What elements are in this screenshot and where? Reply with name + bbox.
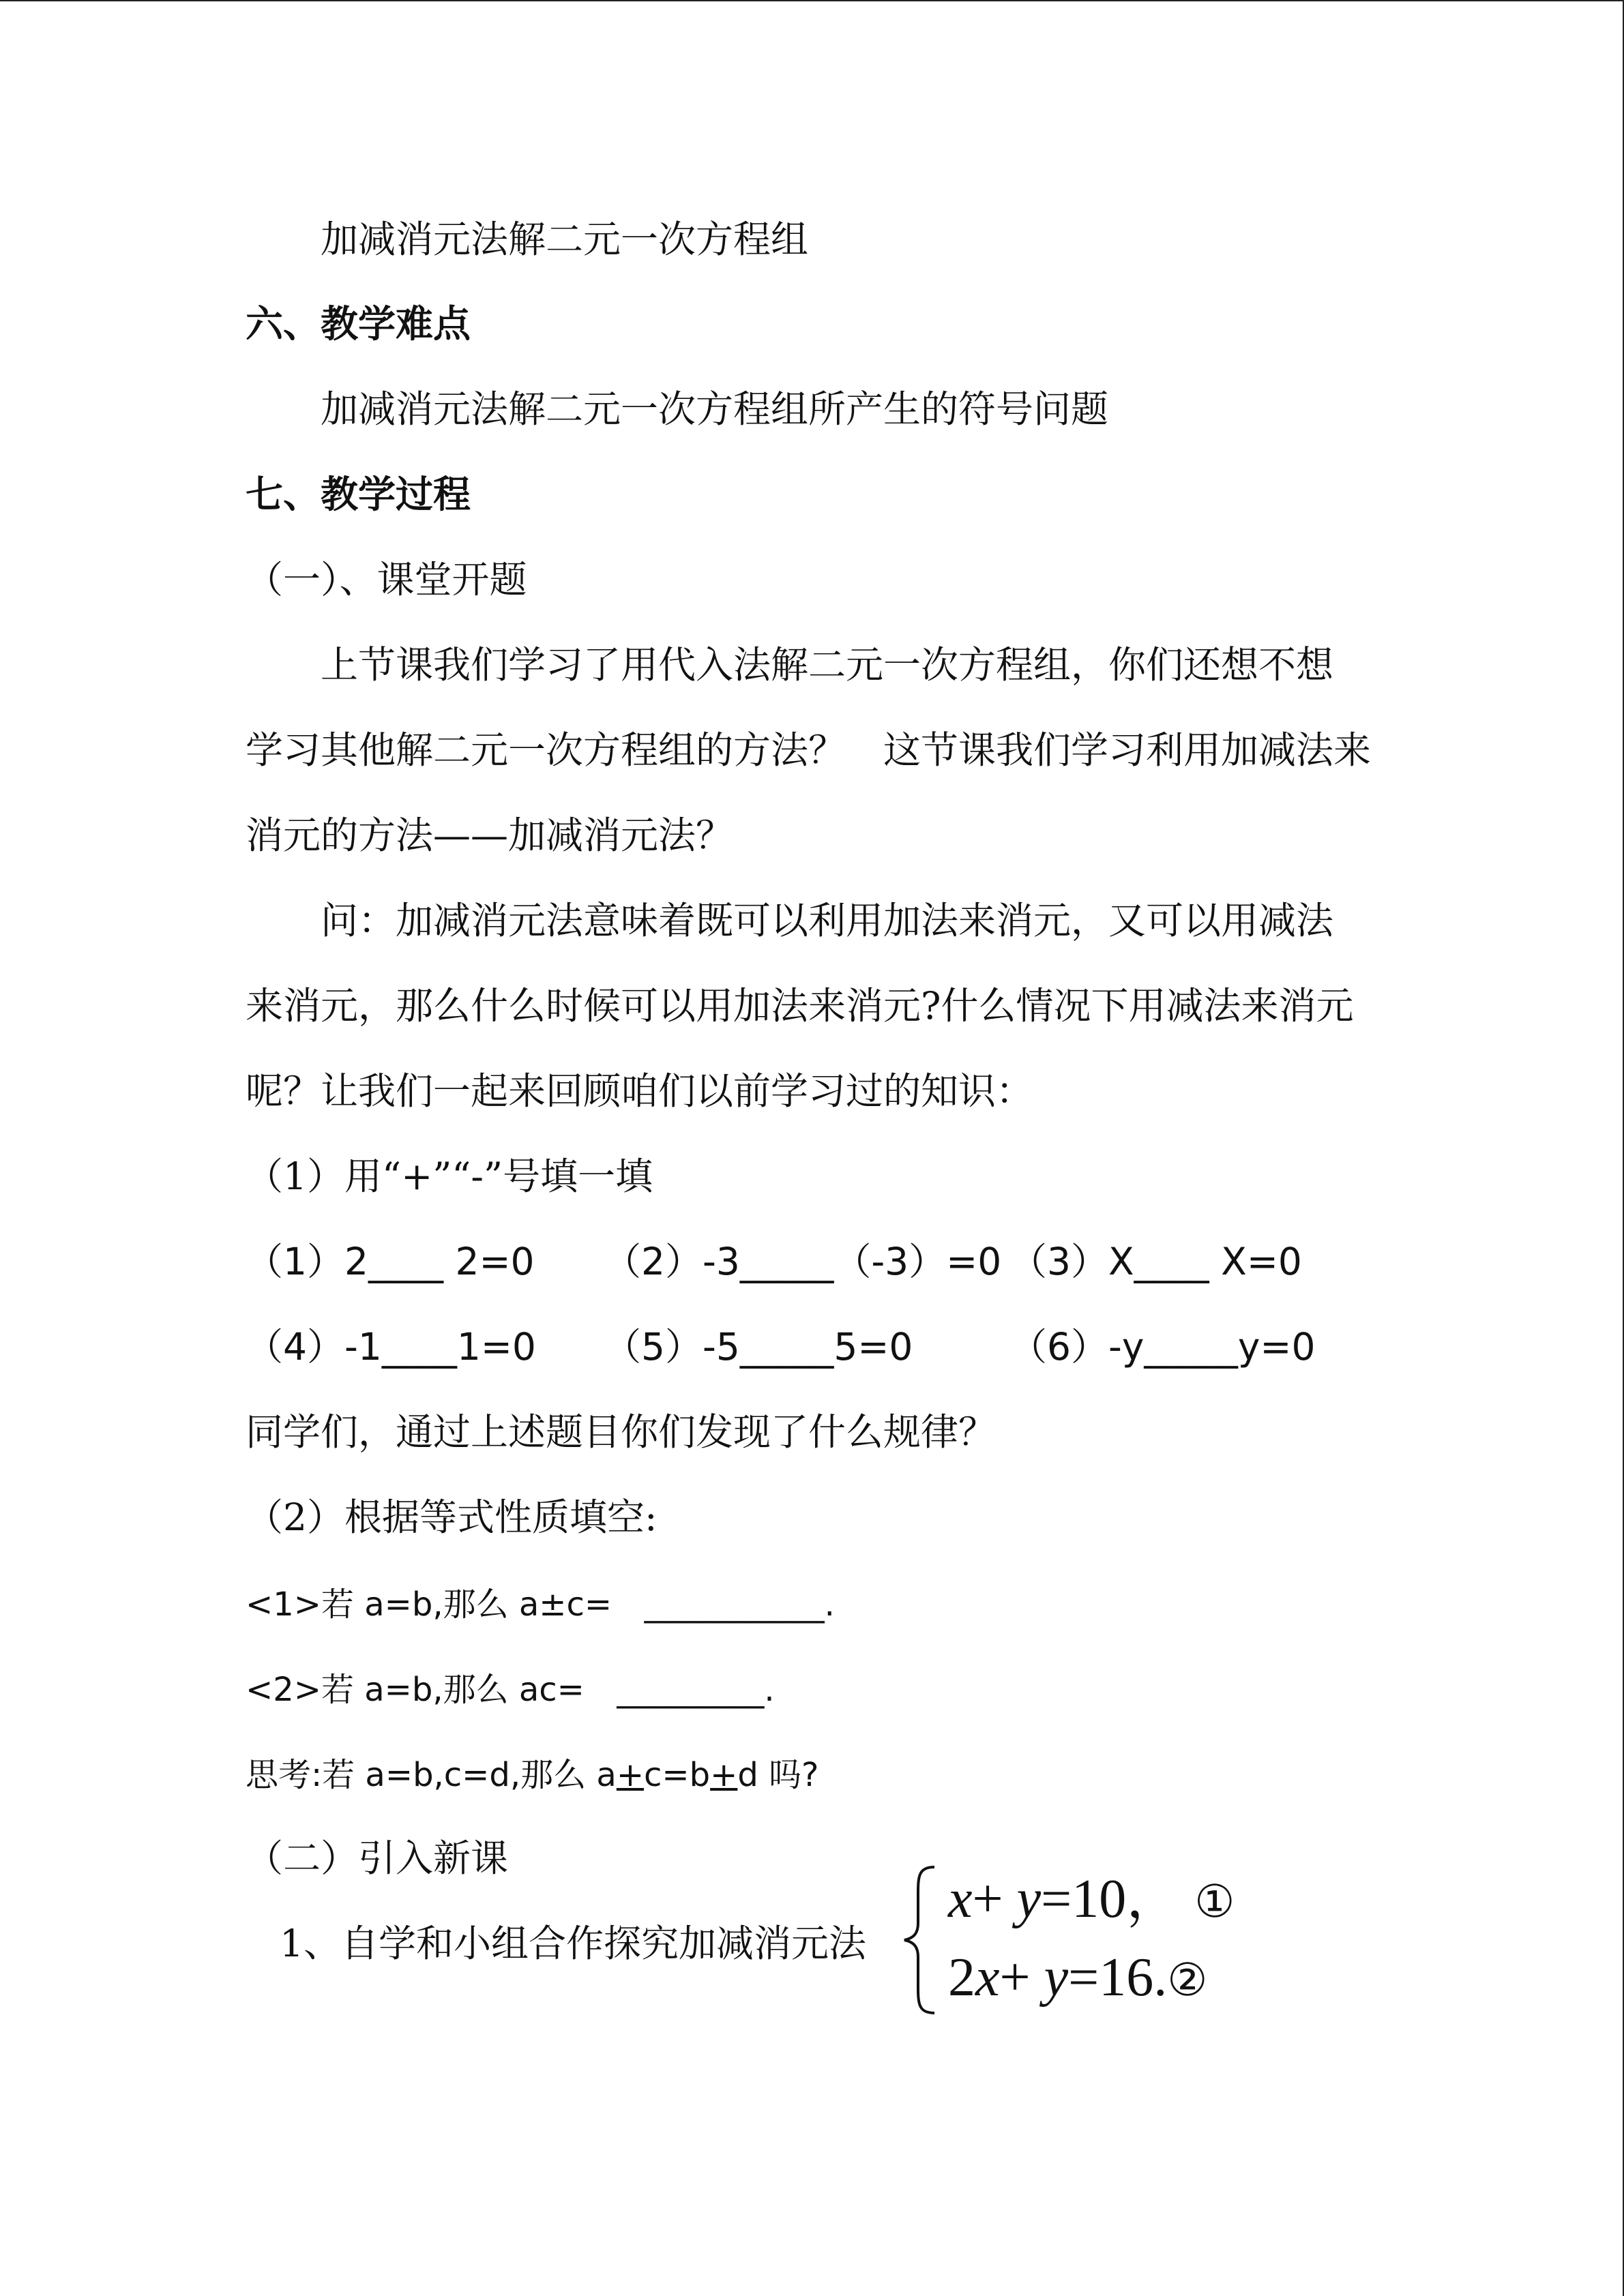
- eq-var: y: [1016, 1869, 1042, 1929]
- text-line: 1、自学和小组合作探究加减消元法: [280, 1922, 866, 1965]
- plus-minus-sign: +: [710, 1756, 738, 1794]
- subsection-heading-2: （二）引入新课: [246, 1836, 509, 1880]
- paragraph-line: 学习其他解二元一次方程组的方法？ 这节课我们学习利用加减法来: [246, 728, 1372, 772]
- exercise-item: （6）-y_____y=0: [1009, 1325, 1316, 1369]
- subsection-heading-1: （一）、课堂开题: [246, 558, 527, 601]
- think-text: c=b: [644, 1756, 711, 1794]
- eq-rhs: =10，: [1041, 1869, 1181, 1929]
- section-heading-7: 七、教学过程: [246, 472, 471, 516]
- equation-1: [948, 1862, 1235, 1939]
- think-question: [246, 1749, 819, 1799]
- think-text: d 吗?: [737, 1756, 819, 1794]
- eq-op: +: [972, 1869, 1017, 1929]
- question-1: （1）用“+”“-”号填一填: [246, 1154, 653, 1198]
- eq-var: y: [1044, 1948, 1069, 2008]
- page-border-top: [0, 0, 1624, 1]
- question-2: （2）根据等式性质填空:: [246, 1495, 658, 1539]
- blank-line: ___________.: [644, 1585, 835, 1624]
- fill-blank-label: <1>若 a=b,那么 a±c=: [246, 1585, 612, 1624]
- fill-blank-label: <2>若 a=b,那么 ac=: [246, 1671, 585, 1709]
- eq-op: +: [999, 1948, 1044, 2008]
- text-line: 加减消元法解二元一次方程组: [321, 218, 809, 261]
- section-heading-6: 六、教学难点: [246, 301, 471, 346]
- fill-blank-2: [246, 1664, 775, 1714]
- paragraph-line: 问：加减消元法意味着既可以利用加法来消元，又可以用减法: [321, 899, 1334, 942]
- circled-number-1: ①: [1194, 1875, 1235, 1928]
- exercise-item: （3）X____ X=0: [1009, 1240, 1302, 1283]
- exercise-item: （2）-3_____（-3）=0: [604, 1240, 1002, 1283]
- equation-2: [948, 1940, 1207, 2018]
- exercise-item: （1）2____ 2=0: [246, 1240, 535, 1283]
- plus-minus-sign: +: [616, 1756, 645, 1794]
- fill-blank-1: [246, 1579, 835, 1628]
- eq-var: x: [948, 1869, 973, 1929]
- exercise-item: （5）-5_____5=0: [604, 1325, 913, 1369]
- equation-brace-icon: [900, 1862, 941, 2018]
- eq-coef: 2: [948, 1948, 975, 2008]
- paragraph-line: 来消元，那么什么时候可以用加法来消元?什么情况下用减法来消元: [246, 984, 1354, 1028]
- circled-number-2: ②: [1167, 1954, 1208, 2006]
- text-line: 加减消元法解二元一次方程组所产生的符号问题: [321, 387, 1109, 431]
- paragraph-line: 上节课我们学习了用代入法解二元一次方程组，你们还想不想: [321, 643, 1334, 687]
- paragraph-line: 呢？让我们一起来回顾咱们以前学习过的知识：: [246, 1069, 1034, 1113]
- think-text: 思考:若 a=b,c=d,那么 a: [246, 1756, 617, 1794]
- eq-rhs: =16.: [1068, 1948, 1168, 2008]
- blank-line: _________.: [617, 1671, 775, 1709]
- eq-var: x: [975, 1948, 1000, 2008]
- paragraph-line: 消元的方法——加减消元法？: [246, 814, 734, 857]
- exercise-item: （4）-1____1=0: [246, 1325, 536, 1369]
- text-line: 同学们，通过上述题目你们发现了什么规律？: [246, 1410, 996, 1454]
